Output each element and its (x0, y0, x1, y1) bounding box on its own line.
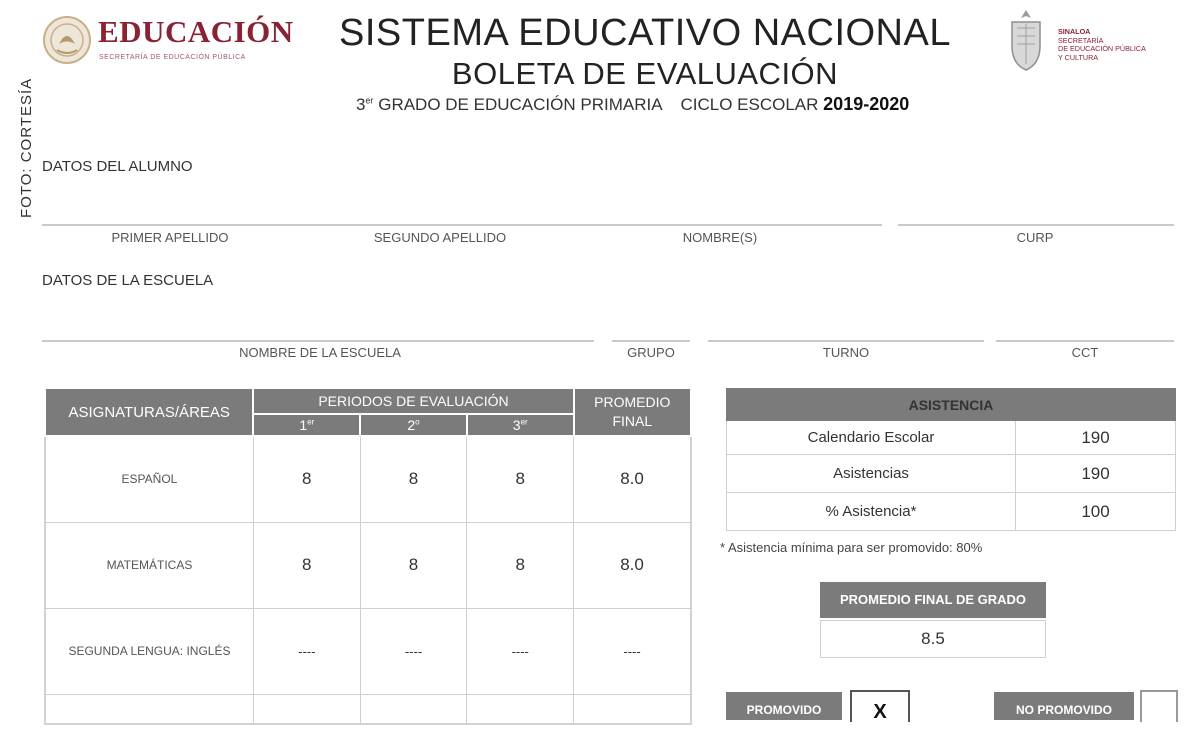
grade-suffix: er (365, 95, 374, 106)
header-final (574, 388, 691, 436)
attendance-note: * Asistencia mínima para ser promovido: 80% (720, 540, 983, 555)
school-cct-line (996, 340, 1174, 342)
header-period-2 (360, 414, 467, 436)
grades-table (44, 387, 692, 725)
header-final-line2: FINAL (612, 413, 653, 429)
subject-english: SEGUNDA LENGUA: INGLÉS (45, 608, 253, 694)
field-second-surname: SEGUNDO APELLIDO (373, 230, 507, 245)
table-row (727, 421, 1176, 455)
sinaloa-crest-icon (1006, 8, 1046, 72)
final-grade-label: PROMEDIO FINAL DE GRADO (820, 582, 1046, 618)
sep-name: EDUCACIÓN (98, 14, 294, 49)
grade-cell: 8 (360, 522, 467, 608)
sinaloa-line: DE EDUCACIÓN PÚBLICA (1058, 44, 1146, 53)
attendance-value: 100 (1016, 493, 1176, 531)
field-curp: CURP (1016, 230, 1054, 245)
period-suffix: o (415, 417, 420, 427)
attendance-value: 190 (1016, 455, 1176, 493)
grade-text: GRADO DE EDUCACIÓN PRIMARIA (378, 95, 662, 114)
field-first-surname: PRIMER APELLIDO (111, 230, 229, 245)
final-grade-cell: 8.0 (574, 522, 691, 608)
header-period-1 (253, 414, 360, 436)
grade-and-cycle (356, 94, 909, 115)
grade-number: 3 (356, 95, 366, 114)
grade-cell: 8 (253, 522, 360, 608)
student-section-title: DATOS DEL ALUMNO (42, 158, 193, 175)
subject-spanish: ESPAÑOL (45, 436, 253, 522)
sinaloa-line: Y CULTURA (1058, 52, 1099, 62)
table-row (45, 522, 691, 608)
attendance-value: 190 (1016, 421, 1176, 455)
student-name-line (42, 224, 882, 226)
national-seal-icon (42, 12, 92, 68)
document-subtitle: BOLETA DE EVALUACIÓN (451, 56, 839, 91)
field-group: GRUPO (627, 345, 675, 360)
not-promoted-mark (1140, 690, 1178, 722)
cycle-label: CICLO ESCOLAR (680, 95, 819, 114)
field-shift: TURNO (822, 345, 870, 360)
grade-cell: ---- (467, 608, 574, 694)
sep-subtitle: SECRETARÍA DE EDUCACIÓN PÚBLICA (99, 54, 246, 61)
promoted-mark: X (850, 690, 910, 722)
field-school-name: NOMBRE DE LA ESCUELA (239, 345, 401, 360)
table-row (727, 493, 1176, 531)
table-row (45, 436, 691, 522)
header-period-3 (467, 414, 574, 436)
attendance-label: Calendario Escolar (727, 421, 1016, 455)
attendance-table (726, 388, 1176, 531)
header-subjects: ASIGNATURAS/ÁREAS (45, 388, 253, 436)
final-grade-cell: 8.0 (574, 436, 691, 522)
attendance-label: Asistencias (727, 455, 1016, 493)
table-row (727, 455, 1176, 493)
not-promoted-label: NO PROMOVIDO (994, 692, 1134, 720)
school-shift-line (708, 340, 984, 342)
period-number: 3 (512, 417, 521, 433)
sinaloa-line: SINALOA (1058, 27, 1091, 36)
attendance-title: ASISTENCIA (727, 389, 1176, 421)
period-number: 1 (299, 417, 308, 433)
field-cct: CCT (1071, 345, 1099, 360)
document-title: SISTEMA EDUCATIVO NACIONAL (339, 12, 951, 54)
subject-math: MATEMÁTICAS (45, 522, 253, 608)
grade-cell: 8 (253, 436, 360, 522)
attendance-label: % Asistencia* (727, 493, 1016, 531)
grade-cell: 8 (467, 522, 574, 608)
period-suffix: er (307, 417, 315, 427)
school-group-line (612, 340, 690, 342)
grade-cell: ---- (360, 608, 467, 694)
table-row (45, 608, 691, 694)
sinaloa-text (1058, 28, 1146, 62)
school-name-line (42, 340, 594, 342)
cycle-value: 2019-2020 (823, 94, 910, 114)
grade-cell: 8 (467, 436, 574, 522)
period-suffix: er (520, 417, 528, 427)
student-curp-line (898, 224, 1174, 226)
period-number: 2 (407, 417, 416, 433)
final-grade-cell: ---- (574, 608, 691, 694)
grade-cell: 8 (360, 436, 467, 522)
header-final-line1: PROMEDIO (594, 394, 671, 410)
header-periods: PERIODOS DE EVALUACIÓN (253, 388, 573, 414)
grade-cell: ---- (253, 608, 360, 694)
final-grade-value: 8.5 (820, 620, 1046, 658)
promoted-label: PROMOVIDO (726, 692, 842, 720)
sinaloa-line: SECRETARÍA (1058, 35, 1104, 45)
field-given-names: NOMBRE(S) (682, 230, 758, 245)
photo-credit: FOTO: CORTESÍA (18, 77, 35, 218)
school-section-title: DATOS DE LA ESCUELA (42, 272, 214, 289)
